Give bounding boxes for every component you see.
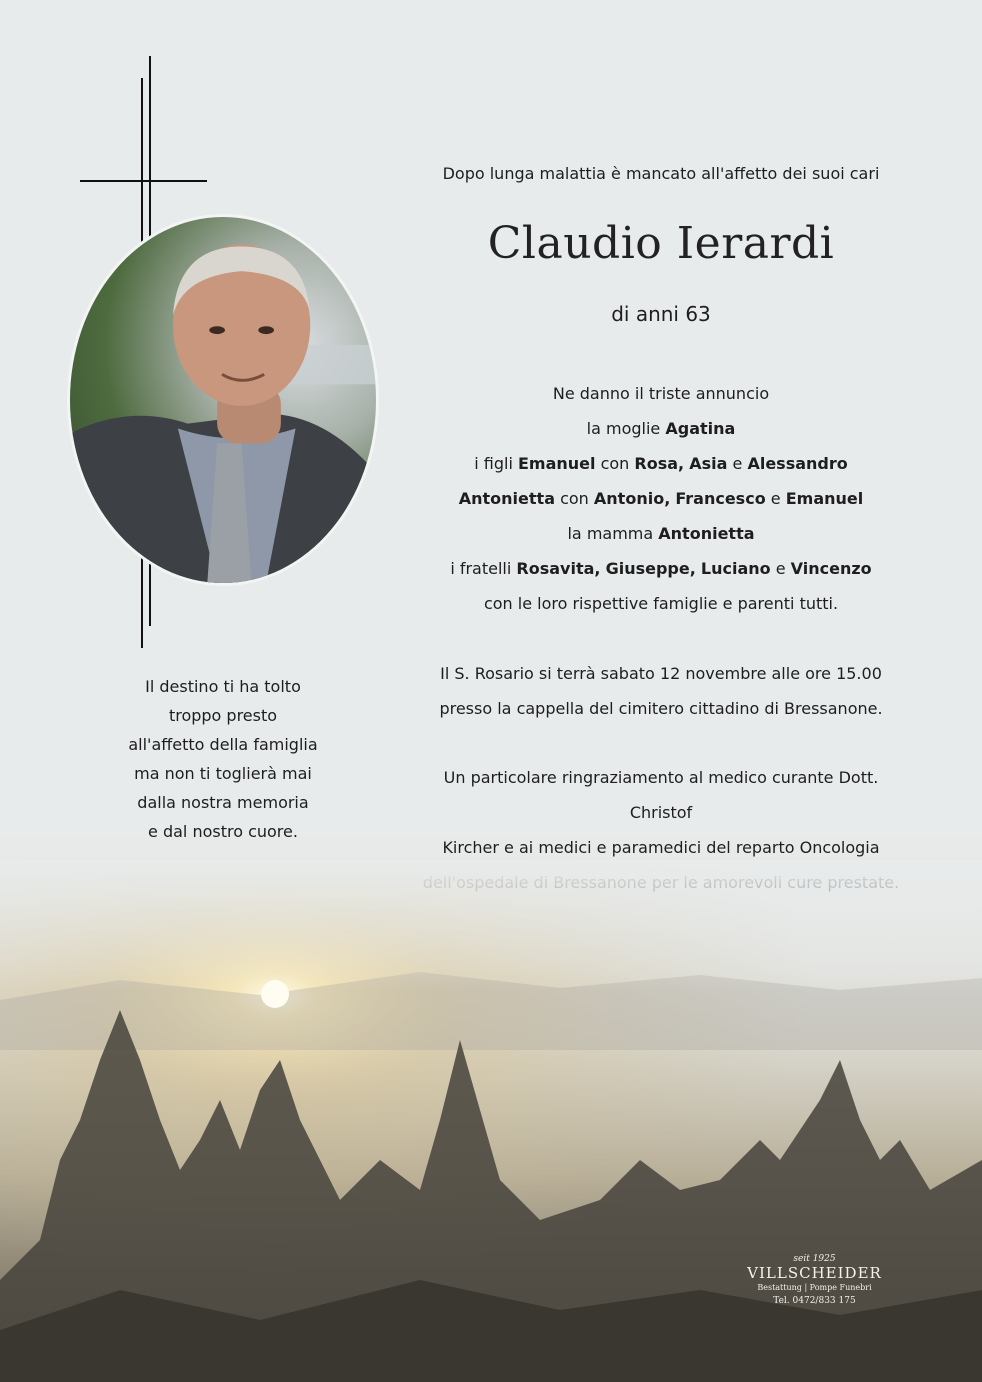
portrait-photo xyxy=(67,214,379,586)
cross-horizontal-line xyxy=(80,180,207,182)
poem-line: dalla nostra memoria xyxy=(137,793,309,812)
poem-line: ma non ti toglierà mai xyxy=(134,764,312,783)
logo-subtitle: Bestattung | Pompe Funebri xyxy=(757,1283,872,1292)
children-line: i figli Emanuel con Rosa, Asia e Alessandro xyxy=(474,454,848,473)
thanks-line: Kircher e ai medici e paramedici del reparto Oncologia xyxy=(442,838,880,857)
logo-phone: Tel. 0472/833 175 xyxy=(773,1296,856,1306)
deceased-name: Claudio Ierardi xyxy=(487,218,835,269)
portrait-illustration xyxy=(70,217,376,583)
siblings-line: i fratelli Rosavita, Giuseppe, Luciano e Vincenzo xyxy=(450,559,872,578)
thanks-line: Un particolare ringraziamento al medico curante Dott. Christof xyxy=(443,768,879,822)
funeral-home-logo xyxy=(742,1254,887,1308)
memorial-poem xyxy=(110,672,336,846)
logo-since: seit 1925 xyxy=(793,1254,836,1264)
mother-line: la mamma Antonietta xyxy=(567,524,755,543)
poem-line: e dal nostro cuore. xyxy=(148,822,298,841)
wife-line: la moglie Agatina xyxy=(586,419,736,438)
closing-line: con le loro rispettive famiglie e parenti tutti. xyxy=(483,594,839,613)
announcement-line: Ne danno il triste annuncio xyxy=(552,384,770,403)
rosary-info xyxy=(412,656,910,726)
poem-line: Il destino ti ha tolto xyxy=(145,677,301,696)
logo-brand: VILLSCHEIDER xyxy=(747,1264,882,1282)
rosary-line: presso la cappella del cimitero cittadino di Bressanone. xyxy=(439,699,883,718)
family-announcement xyxy=(420,376,902,621)
poem-line: all'affetto della famiglia xyxy=(128,735,318,754)
poem-line: troppo presto xyxy=(168,706,278,725)
rosary-line: Il S. Rosario si terrà sabato 12 novembre alle ore 15.00 xyxy=(440,664,882,683)
intro-text: Dopo lunga malattia è mancato all'affetto dei suoi cari xyxy=(442,164,880,183)
children-line-2: Antonietta con Antonio, Francesco e Emanuel xyxy=(458,489,864,508)
deceased-age: di anni 63 xyxy=(611,302,711,326)
